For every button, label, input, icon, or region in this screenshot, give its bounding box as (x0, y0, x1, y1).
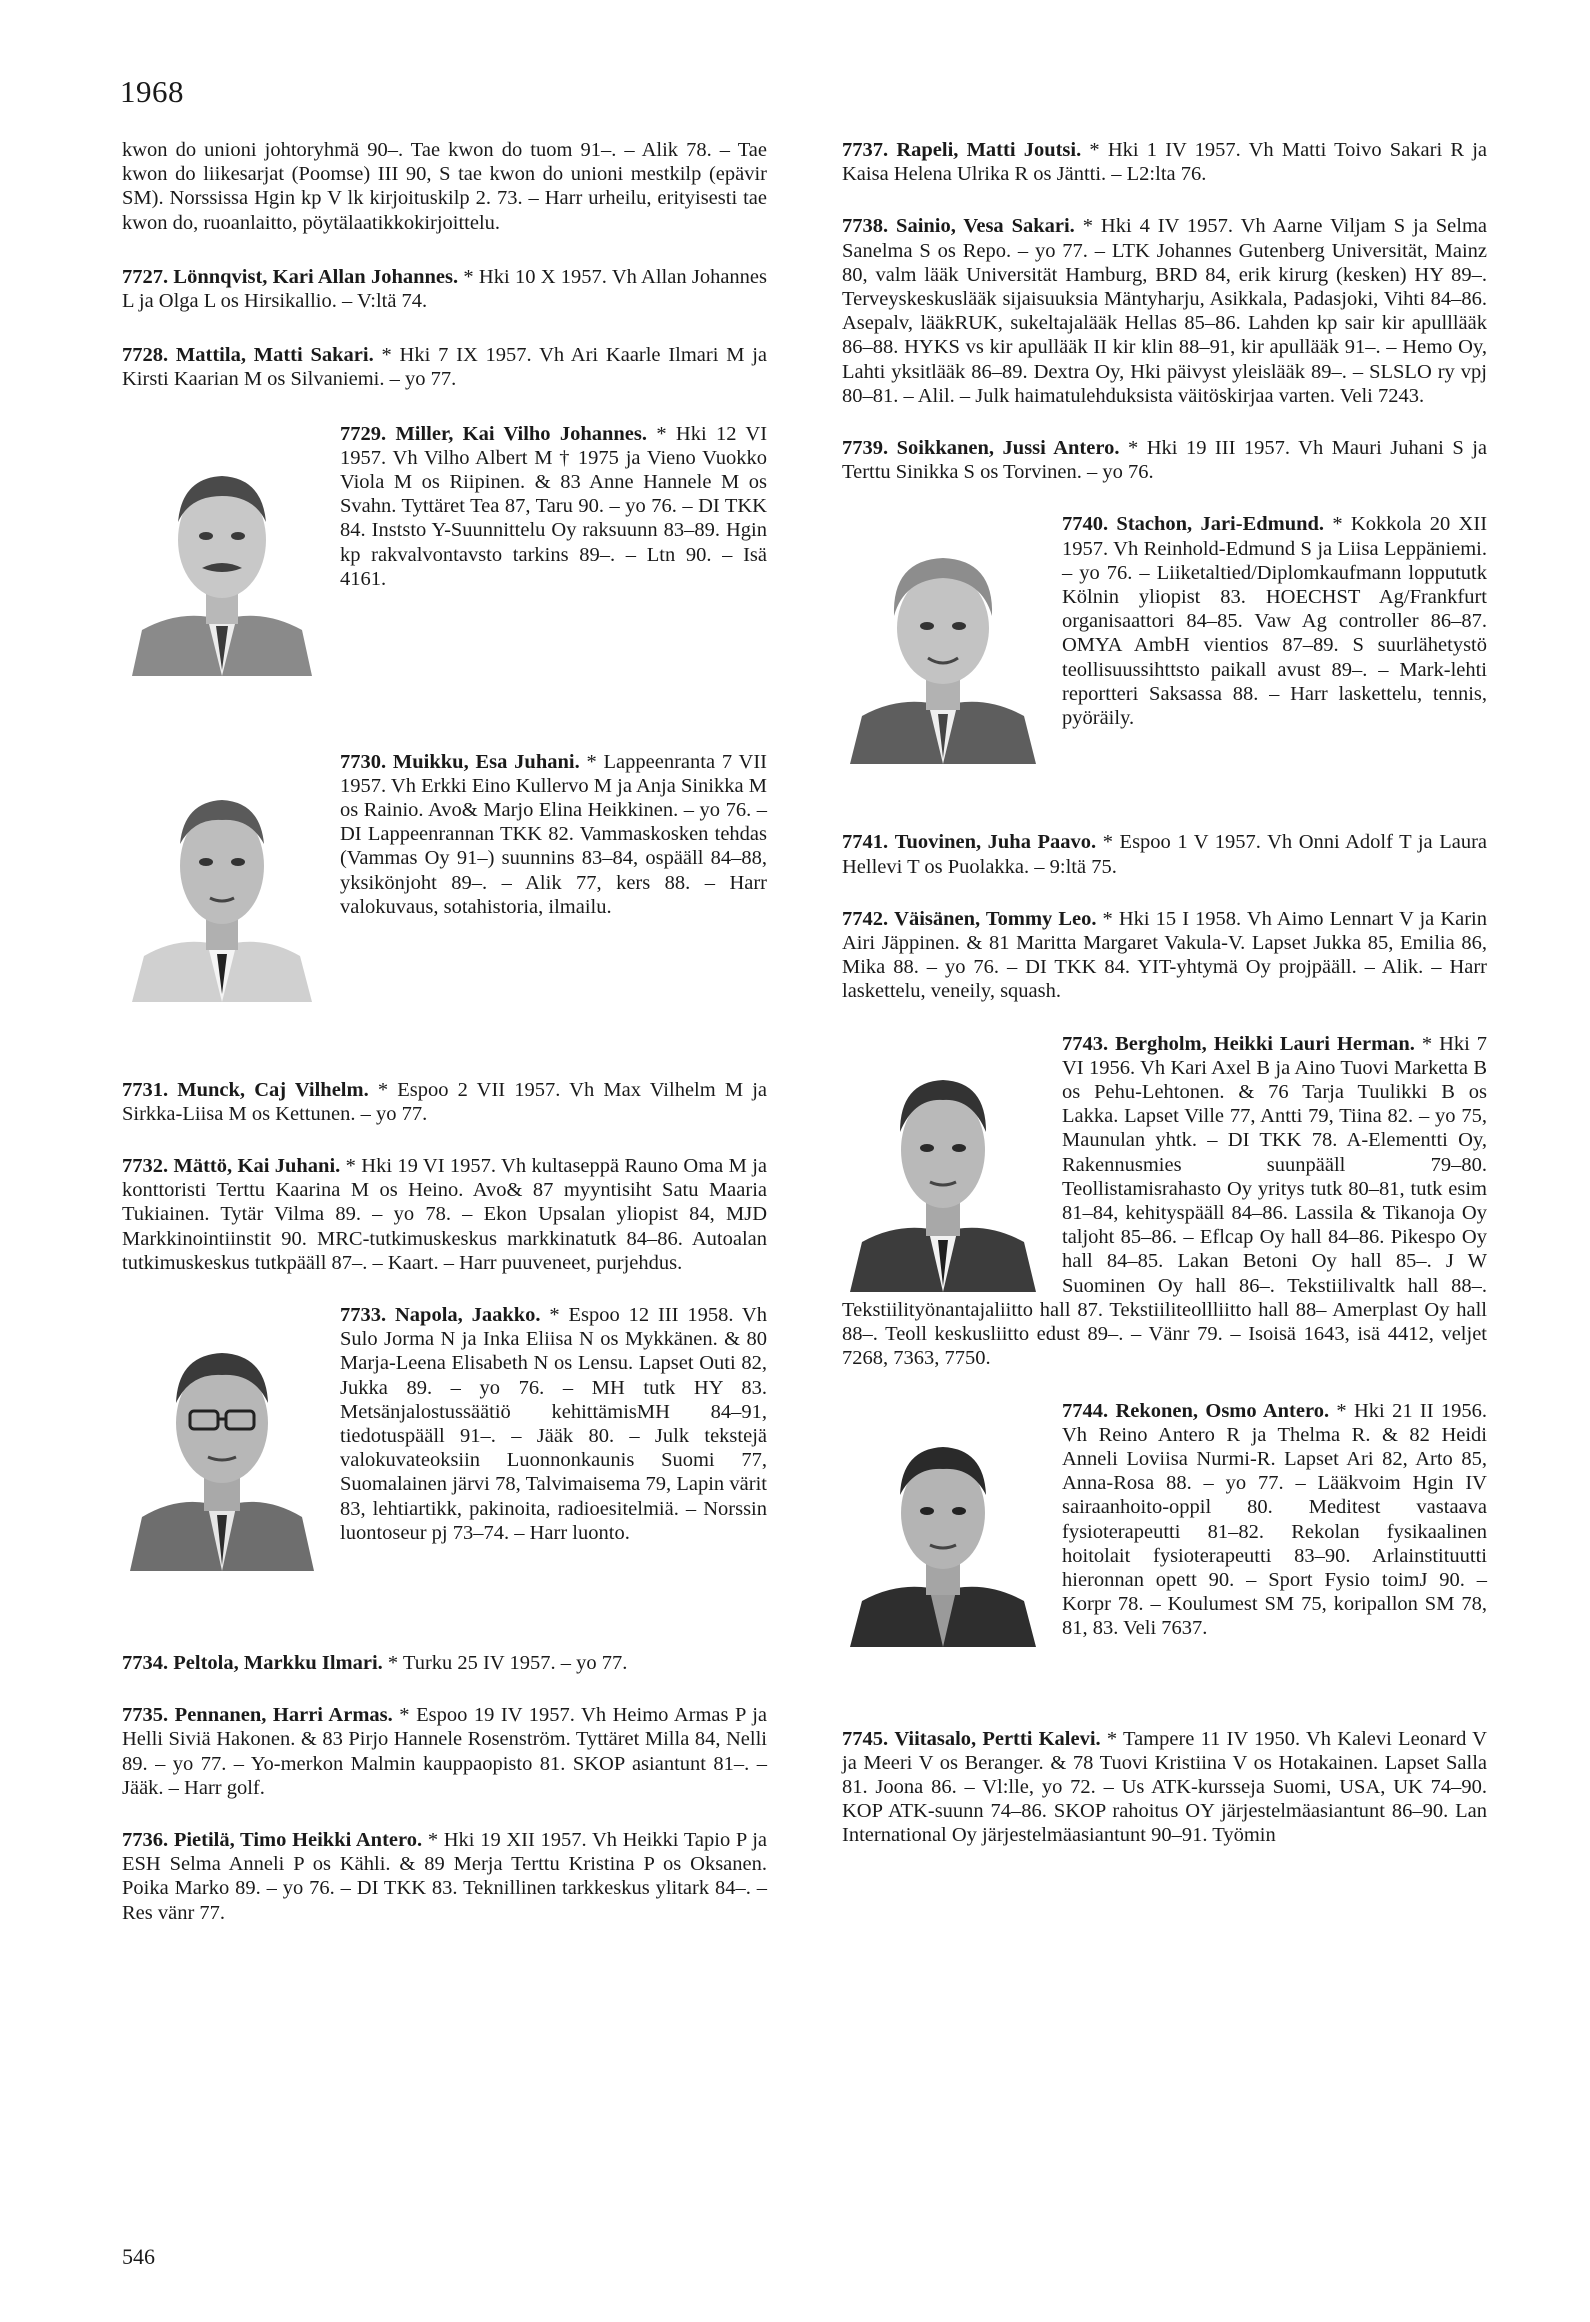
entry-number: 7729. (340, 422, 387, 445)
entry-7737 (842, 138, 1487, 186)
entry-text: * Kokkola 20 XII 1957. Vh Reinhold-Edmund S ja Liisa Leppäniemi. – yo 76. – Liiketaltied/Diplomkaufmann loppututk Kölnin yliopist 83. HOECHST Ag/Frankfurt organisaattori 84–85. Vaw Ag controller 86–87. OMYA AmbH vientios 87–89. S suurlähetystö teollisuussihttsto paikall avust 89–. – Mark-lehti reportteri Saksassa 88. – Harr laskettelu, tennis, pyöräily. (1062, 513, 1488, 730)
entry-name: Napola, Jaakko. (394, 1304, 541, 1327)
portrait-miller-icon (122, 430, 322, 676)
entry-number: 7735. (122, 1704, 169, 1727)
entry-number: 7737. (842, 139, 889, 161)
entry-7729 (122, 422, 767, 722)
entry-number: 7731. (122, 1078, 169, 1101)
page-number: 546 (122, 2244, 155, 2269)
entry-name: Viitasalo, Pertti Kalevi. (894, 1727, 1101, 1750)
entry-name: Rapeli, Matti Joutsi. (896, 139, 1082, 161)
entry-name: Peltola, Markku Ilmari. (173, 1652, 383, 1675)
entry-number: 7732. (122, 1155, 169, 1178)
portrait-bergholm-icon (842, 1040, 1044, 1292)
entry-name: Pietilä, Timo Heikki Antero. (173, 1829, 423, 1852)
entry-name: Lönnqvist, Kari Allan Johannes. (173, 265, 459, 288)
entry-text: * Espoo 12 III 1958. Vh Sulo Jorma N ja Inka Eliisa N os Mykkänen. & 80 Marja-Leena Elisabeth N os Lensu. Lapset Outi 82, Jukka 89. – yo 76. – MH tutk HY 83. Metsänjalostussäätiö kehittämisMH 84–91, tiedotuspääll 91–. – Jääk 80. – Julk tekstejä valokuvateoksiin Luonnonkaunis Suomi 77, Suomalainen järvi 78, Talvimaisema 79, Lapin värit 83, lehtiartikk, pakinoita, radioesitelmiä. – Norssin luontoseur pj 73–74. – Harr luonto. (340, 1304, 767, 1544)
entry-text: * Hki 4 IV 1957. Vh Aarne Viljam S ja Selma Sanelma S os Repo. – yo 77. – LTK Johannes Gutenberg Universität, Mainz 80, valm lääk Universität Hamburg, BRD 84, erik kirurg (kesken) HY 89–. Terveyskeskuslääk sijaisuuksia Mäntyharju, Asikkala, Padasjoki, Vihti 84–86. Asepalv, lääkRUK, sukeltajalääk Hellas 85–86. Lahden kp sair kir apulllääk 86–88. HYKS vs kir apullääk II kir klin 88–91, kir apullääk 91–. – Hemo Oy, Lahti yksitlääk 86–89. Dextra Oy, Hki päivyst yleislääk 89–. – SLSLO ry vpj 80–81. – Alil. – Julk haimatulehduksista väitöskirjaa varten. Veli 7243. (842, 215, 1487, 407)
entry-name: Mattila, Matti Sakari. (175, 344, 374, 367)
entry-text: kwon do unioni johtoryhmä 90–. Tae kwon do tuom 91–. – Alik 78. – Tae kwon do liikesarjat (Poomse) III 90, S tae kwon do unioni mestkilp (epävir SM). Norssissa Hgin kp V lk kirjoituskilp 2. 73. – Harr urheilu, erityisesti tae kwon do, ruoanlaitto, pöytälaatikkokirjoittelu. (122, 139, 767, 234)
entry-number: 7745. (842, 1727, 889, 1750)
entry-name: Miller, Kai Vilho Johannes. (395, 422, 648, 445)
entry-7731 (122, 1078, 767, 1126)
entry-number: 7727. (122, 265, 169, 288)
entry-7733 (122, 1303, 767, 1623)
entry-number: 7744. (1062, 1399, 1109, 1422)
portrait-photo (842, 1040, 1044, 1292)
entry-continuation (122, 138, 767, 235)
entry-text: * Hki 19 VI 1957. Vh kultaseppä Rauno Oma M ja konttoristi Terttu Kaarina M os Heino. Avo& 87 myyntisiht Satu Maaria Tukiainen. Tytär Vilma 89. – yo 78. – Ekon Upsalan yliopist 84, MJD Markkinointiinstit 90. MRC-tutkimuskeskus markkinatutk 84–86. Autoalan tutkimuskeskus tutkpääll 87–. – Kaart. – Harr puuveneet, purjehdus. (122, 1155, 768, 1274)
entry-text: * Hki 10 X 1957. Vh Allan Johannes L ja Olga L os Hirsikallio. – V:ltä 74. (122, 265, 768, 313)
right-column (842, 138, 1487, 1872)
entry-7732 (122, 1154, 767, 1275)
entry-text: * Hki 19 III 1957. Vh Mauri Juhani S ja Terttu Sinikka S os Torvinen. – yo 76. (842, 437, 1488, 484)
portrait-photo (122, 1311, 322, 1571)
entry-name: Tuovinen, Juha Paavo. (894, 831, 1097, 854)
entry-7730 (122, 750, 767, 1050)
entry-7745 (842, 1727, 1487, 1848)
portrait-photo (122, 430, 322, 676)
entry-number: 7741. (842, 831, 889, 854)
entry-text: * Hki 12 VI 1957. Vh Vilho Albert M † 1975 ja Vieno Vuokko Viola M os Riipinen. & 83 Anne Hannele M os Svahn. Tyttäret Tea 87, Taru 90. – yo 76. – DI TKK 84. Inststo Y-Suunnittelu Oy raksuunn 83–89. Hgin kp rakvalvontavsto tarkins 89–. – Ltn 90. – Isä 4161. (340, 422, 768, 590)
entry-number: 7742. (842, 907, 889, 930)
entry-name: Stachon, Jari-Edmund. (1116, 513, 1325, 536)
entry-number: 7728. (122, 344, 169, 367)
entry-number: 7740. (1062, 513, 1109, 536)
entry-number: 7738. (842, 215, 889, 238)
entry-name: Väisänen, Tommy Leo. (894, 907, 1097, 930)
entry-number: 7743. (1062, 1032, 1109, 1055)
entry-7738 (842, 214, 1487, 408)
entry-text: * Espoo 1 V 1957. Vh Onni Adolf T ja Laura Hellevi T os Puolakka. – 9:ltä 75. (842, 831, 1487, 878)
entry-number: 7739. (842, 437, 889, 460)
entry-7728 (122, 343, 767, 391)
entry-text: * Hki 15 I 1958. Vh Aimo Lennart V ja Karin Airi Jäppinen. & 81 Maritta Margaret Vakula-V. Lapset Jukka 85, Emilia 86, Mika 88. – yo 76. – DI TKK 84. YIT-yhtymä Oy projpääll. – Alik. – Harr laskettelu, veneily, squash. (842, 907, 1487, 1003)
entry-text: * Espoo 19 IV 1957. Vh Heimo Armas P ja Helli Siviä Hakonen. & 83 Pirjo Hannele Rosenström. Tyttäret Milla 84, Nelli 89. – yo 77. – Yo-merkon Malmin kauppaopisto 81. SKOP asiantunt 81–. – Jääk. – Harr golf. (122, 1704, 767, 1799)
entry-7743 (842, 1032, 1487, 1371)
entry-name: Muikku, Esa Juhani. (392, 750, 580, 773)
entry-text: * Hki 19 XII 1957. Vh Heikki Tapio P ja ESH Selma Anneli P os Kähli. & 89 Merja Terttu Kristina P os Oksanen. Poika Marko 89. – yo 76. – DI TKK 83. Teknillinen tarkkeskus ylitark 84–. – Res vänr 77. (122, 1829, 768, 1924)
entry-number: 7736. (122, 1829, 169, 1852)
entry-text: * Espoo 2 VII 1957. Vh Max Vilhelm M ja Sirkka-Liisa M os Kettunen. – yo 77. (122, 1078, 768, 1125)
entry-text: * Hki 7 IX 1957. Vh Ari Kaarle Ilmari M ja Kirsti Kaarian M os Silvaniemi. – yo 77. (122, 344, 768, 391)
entry-7735 (122, 1703, 767, 1800)
page-header-year: 1968 (120, 74, 184, 109)
entry-name: Soikkanen, Jussi Antero. (896, 437, 1120, 460)
entry-text: * Hki 1 IV 1957. Vh Matti Toivo Sakari R ja Kaisa Helena Ulrika R os Jäntti. – L2:lta 76. (842, 139, 1488, 186)
entry-name: Munck, Caj Vilhelm. (177, 1078, 369, 1101)
entry-text: * Hki 7 VI 1956. Vh Kari Axel B ja Aino Tuovi Marketta B os Pehu-Lehtonen. & 76 Tarja Tuulikki B os Lakka. Lapset Ville 77, Antti 79, Tiina 82. – yo 75, Maunulan yhtk. – DI TKK 78. A-Elementti Oy, Rakennusmies suunpääll 79–80. Teollistamisrahasto Oy yritys tutk 80–81, tutk esim 81–84, kehityspääll 84–86. Lassila & Tikanoja Oy taljoht 85–86. – Eflcap Oy hall 84–86. Pikespo Oy hall 84–85. Lakan Betoni Oy hall 85–. J W Suominen Oy hall 86–. Tekstiilivaltk hall 88–. Tekstiilityönantajaliitto hall 87. Tekstiiliteollliitto hall 88– Amerplast Oy hall 88–. Teoll keskusliitto edust 89–. – Vänr 79. – Isoisä 1643, isä 4412, veljet 7268, 7363, 7750. (842, 1032, 1488, 1370)
entry-name: Mättö, Kai Juhani. (173, 1155, 341, 1178)
entry-number: 7734. (122, 1652, 169, 1675)
entry-7739 (842, 436, 1487, 484)
portrait-rekonen-icon (842, 1407, 1044, 1647)
portrait-photo (842, 1407, 1044, 1647)
entry-name: Pennanen, Harri Armas. (174, 1704, 393, 1727)
entry-number: 7733. (340, 1304, 387, 1327)
entry-text: * Hki 21 II 1956. Vh Reino Antero R ja Thelma R. & 82 Heidi Anneli Loviisa Nurmi-R. Lapset Ari 82, Arto 85, Anna-Rosa 88. – yo 77. – Lääkvoim Hgin IV sairaanhoito-oppil 80. Meditest vastaava fysioterapeutti 81–82. Rekolan fysikaalinen hoitolait fysioterapeutti 83–90. Arlainstituutti hieronnan opett 90. – Sport Fysio toimJ 90. – Korpr 78. – Koulumest SM 75, koripallon SM 78, 81, 83. Veli 7637. (1062, 1399, 1488, 1640)
entry-text: * Turku 25 IV 1957. – yo 77. (387, 1652, 628, 1675)
entry-7734 (122, 1651, 767, 1675)
entry-name: Bergholm, Heikki Lauri Herman. (1115, 1032, 1415, 1055)
entry-7742 (842, 907, 1487, 1004)
entry-name: Sainio, Vesa Sakari. (896, 215, 1075, 238)
entry-7727 (122, 265, 767, 313)
entry-7744 (842, 1399, 1487, 1699)
entry-text: * Lappeenranta 7 VII 1957. Vh Erkki Eino Kullervo M ja Anja Sinikka M os Rainio. Avo& Marjo Elina Heikkinen. – yo 76. – DI Lappeenrannan TKK 82. Vammaskosken tehdas (Vammas Oy 91–) suunnins 83–84, ospääll 84–88, yksikönjoht 89–. – Alik 77, kers 88. – Harr valokuvaus, sotahistoria, ilmailu. (340, 750, 767, 918)
portrait-photo (842, 520, 1044, 764)
portrait-stachon-icon (842, 520, 1044, 764)
left-column (122, 138, 767, 1949)
portrait-napola-icon (122, 1311, 322, 1571)
entry-name: Rekonen, Osmo Antero. (1115, 1399, 1330, 1422)
portrait-muikku-icon (122, 758, 322, 1002)
entry-7740 (842, 512, 1487, 802)
entry-7736 (122, 1828, 767, 1925)
entry-number: 7730. (340, 750, 387, 773)
entry-7741 (842, 830, 1487, 878)
entry-text: * Tampere 11 IV 1950. Vh Kalevi Leonard V ja Meeri V os Beranger. & 78 Tuovi Kristiina V os Hotakainen. Lapset Salla 81. Joona 86. – Vl:lle, yo 72. – Us ATK-kursseja Suomi, USA, UK 74–90. KOP ATK-suunn 74–86. SKOP rahoitus OY järjestelmäasiantunt 86–90. Lan International Oy järjestelmäasiantunt 90–91. Työmin (842, 1727, 1487, 1847)
portrait-photo (122, 758, 322, 1002)
